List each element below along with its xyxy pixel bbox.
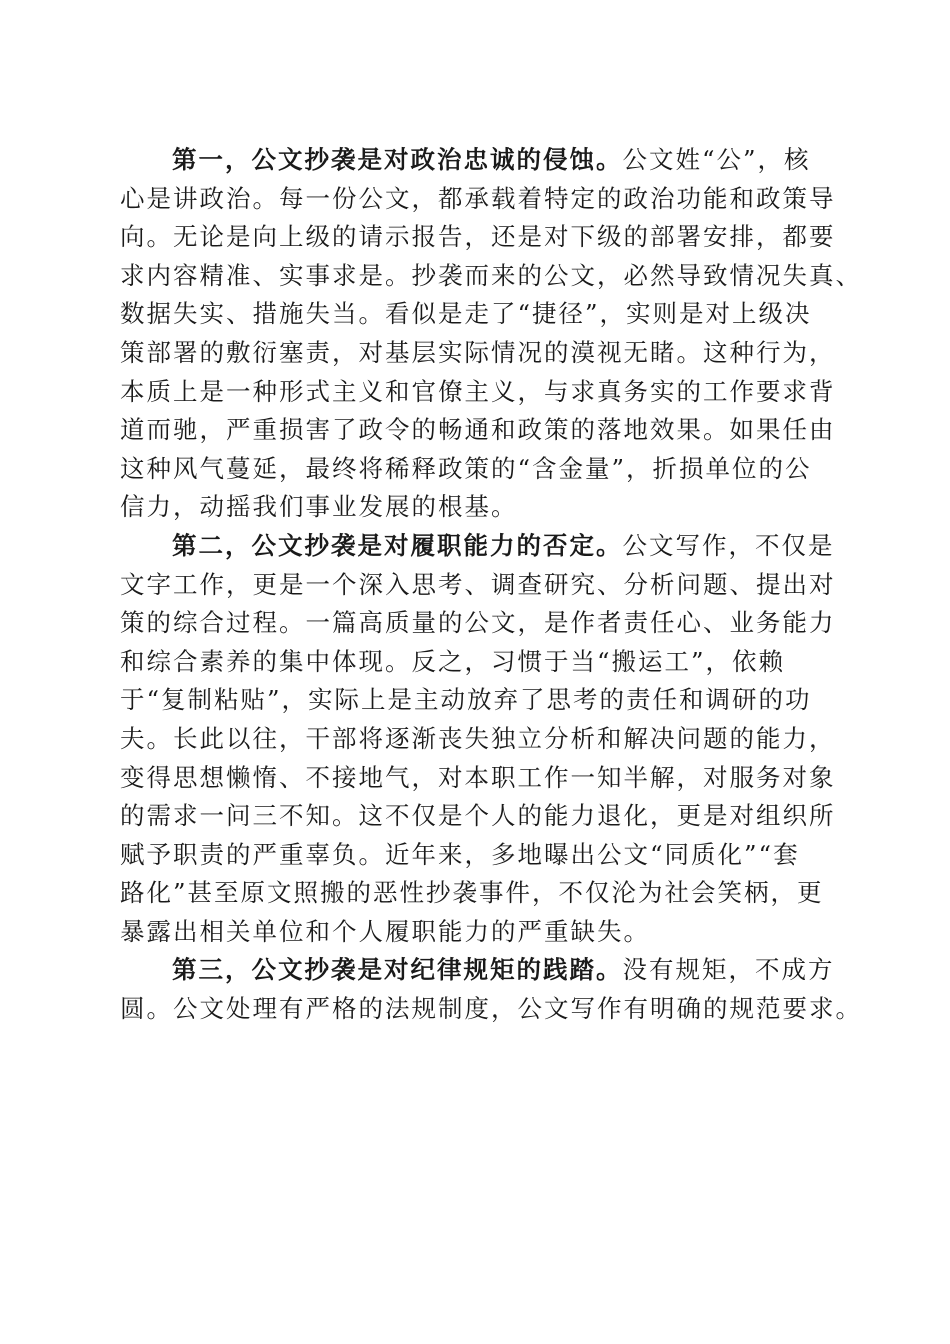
paragraph-line: 赋予职责的严重辜负。近年来，多地曝出公文“同质化”“套 [120,839,800,869]
paragraph-text: 没有规矩，不成方 [622,955,835,985]
paragraph-line: 圆。公文处理有严格的法规制度，公文写作有明确的规范要求。 [120,994,862,1024]
paragraph-line: 求内容精准、实事求是。抄袭而来的公文，必然导致情况失真、 [120,260,862,290]
paragraph-3 [120,951,862,1028]
document-body [120,141,862,1029]
paragraph-line: 向。无论是向上级的请示报告，还是对下级的部署安排，都要 [120,222,836,252]
paragraph-1 [120,141,862,527]
paragraph-lead: 第二，公文抄袭是对履职能力的否定。 [172,530,623,560]
paragraph-line: 于“复制粘贴”，实际上是主动放弃了思考的责任和调研的功 [120,685,812,715]
paragraph-line [120,141,830,180]
paragraph-line [120,951,835,990]
paragraph-line [120,527,835,566]
paragraph-line: 信力，动摇我们事业发展的根基。 [120,492,518,522]
paragraph-line: 的需求一问三不知。这不仅是个人的能力退化，更是对组织所 [120,801,836,831]
paragraph-text: 公文姓“公”，核 [622,145,811,174]
paragraph-line: 暴露出相关单位和个人履职能力的严重缺失。 [120,916,650,946]
paragraph-line: 夫。长此以往，干部将逐渐丧失独立分析和解决问题的能力， [120,723,836,753]
paragraph-line: 文字工作，更是一个深入思考、调查研究、分析问题、提出对 [120,569,836,599]
paragraph-line: 这种风气蔓延，最终将稀释政策的“含金量”，折损单位的公 [120,453,812,483]
paragraph-line: 道而驰，严重损害了政令的畅通和政策的落地效果。如果任由 [120,415,836,445]
paragraph-lead: 第三，公文抄袭是对纪律规矩的践踏。 [172,955,623,985]
paragraph-lead: 第一，公文抄袭是对政治忠诚的侵蚀。 [172,145,623,174]
paragraph-line: 策的综合过程。一篇高质量的公文，是作者责任心、业务能力 [120,608,836,638]
paragraph-line: 变得思想懒惰、不接地气，对本职工作一知半解，对服务对象 [120,762,836,792]
paragraph-line: 心是讲政治。每一份公文，都承载着特定的政治功能和政策导 [120,183,836,213]
paragraph-line: 路化”甚至原文照搬的恶性抄袭事件，不仅沦为社会笑柄，更 [120,878,824,908]
paragraph-line: 和综合素养的集中体现。反之，习惯于当“搬运工”，依赖 [120,646,786,676]
paragraph-line: 数据失实、措施失当。看似是走了“捷径”，实则是对上级决 [120,299,812,329]
paragraph-line: 本质上是一种形式主义和官僚主义，与求真务实的工作要求背 [120,376,836,406]
paragraph-line: 策部署的敷衍塞责，对基层实际情况的漠视无睹。这种行为， [120,337,836,367]
paragraph-text: 公文写作，不仅是 [622,530,835,560]
paragraph-2 [120,527,836,952]
